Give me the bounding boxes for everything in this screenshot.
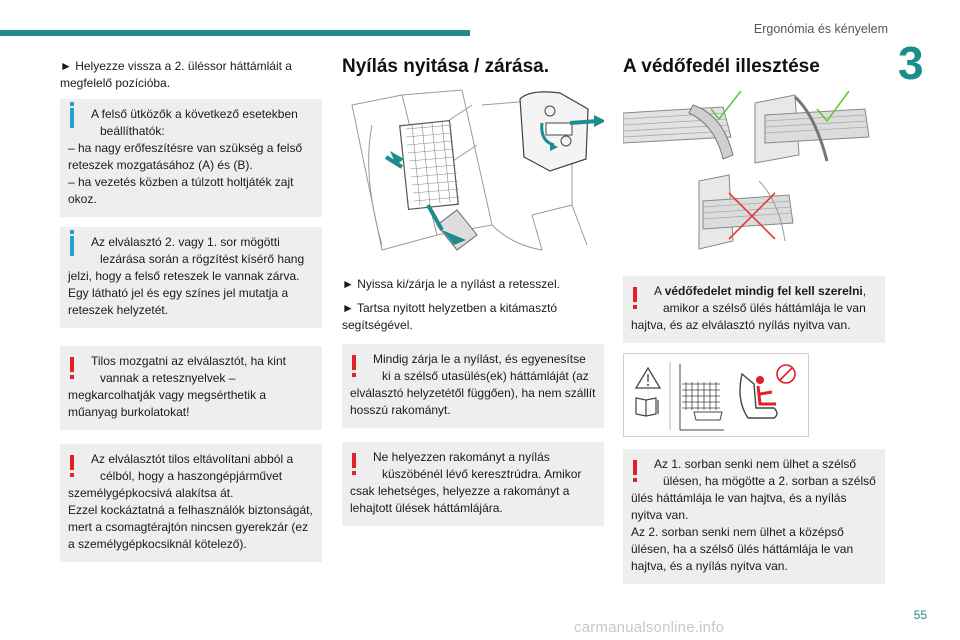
info-box-stops: A felső ütközők a következő esetekben beállíthatók: – ha nagy erőfeszítésre van szükség a felső reteszek mozgatásához (A) és (B). – ha vezetés közben a túlzott holtjáték zajt okoz. — [60, 99, 322, 217]
warning-box-crossbar: Ne helyezzen rakományt a nyílás küszöbénél lévő keresztrúdra. Amikor csak lehetséges, helyezze a rakományt a lehajtott ülések háttámlájára. — [342, 442, 604, 526]
warning-icon — [633, 460, 637, 475]
watermark-link[interactable]: carmanualsonline.info — [574, 619, 725, 636]
no-passenger-icon — [740, 365, 795, 418]
warning-box-close-hatch: Mindig zárja le a nyílást, és egyenesítse ki a szélső utasülés(ek) háttámláját (az elválasztó helyzetétől függően), ha nem szállít hosszú rakományt. — [342, 344, 604, 428]
cover-correct-2 — [755, 91, 869, 163]
cover-fitting-illustration — [623, 85, 885, 262]
info-box-locking: Az elválasztó 2. vagy 1. sor mögötti lezárása során a rögzítést kísérő hang jelzi, hogy a felső reteszek le vannak zárva. Egy látható jel és egy színes jel mutatja a reteszek helyzetét. — [60, 227, 322, 328]
cover-correct-1 — [623, 91, 741, 159]
warning-icon — [352, 453, 356, 468]
chapter-number: 3 — [898, 37, 924, 89]
page-number: 55 — [913, 608, 927, 622]
warning-icon — [352, 355, 356, 370]
column-middle — [342, 58, 604, 536]
info-text-line: – ha vezetés közben a túlzott holtjáték zajt okoz. — [68, 175, 294, 206]
info-text-line: – ha nagy erőfeszítésre van szükség a felső reteszek mozgatásához (A) és (B). — [68, 141, 303, 172]
cover-incorrect — [699, 175, 793, 249]
warning-box-occupancy: Az 1. sorban senki nem ülhet a szélső ülésen, ha mögötte a 2. sorban a szélső ülés háttámlája le van hajtva, és a nyílás nyitva van. Az 2. sorban senki nem ülhet a középső ülésen, ha a szélső ülés háttámlája le van hajtva, és a nyílás nyitva van. — [623, 449, 885, 584]
section-title-hatch: Nyílás nyitása / zárása. — [342, 56, 550, 77]
warning-box-cover-mandatory: A védőfedelet mindig fel kell szerelni, amikor a szélső ülés háttámlája le van hajtva, és az elválasztó nyílás nyitva van. — [623, 276, 885, 343]
step-hold-open: ► Tartsa nyitott helyzetben a kitámasztó segítségével. — [342, 301, 558, 332]
section-title-cover: A védőfedél illesztése — [623, 56, 820, 77]
warning-icon — [70, 357, 74, 372]
page-header-title: Ergonómia és kényelem — [753, 22, 888, 36]
seat-fold-icon — [680, 364, 724, 430]
info-icon — [70, 108, 74, 128]
cover-diagram-icon — [623, 85, 885, 257]
step-restore-backrests: ► Helyezze vissza a 2. üléssor háttámláit a megfelelő pozícióba. — [60, 59, 292, 90]
info-icon — [70, 236, 74, 256]
warning-box-move: Tilos mozgatni az elválasztót, ha kint vannak a retesznyelvek – megkarcolhatják vagy megsérthetik a műanyag burkolatokat! — [60, 346, 322, 430]
emphasis-cover-required: védőfedelet mindig fel kell szerelni — [664, 284, 863, 298]
hatch-illustration — [342, 85, 604, 262]
column-right — [623, 58, 885, 594]
warning-box-remove: Az elválasztót tilos eltávolítani abból a célból, hogy a haszongépjárművet személygépkocsivá alakítsa át. Ezzel kockáztatná a felhasználók biztonságát, mert a csomagtérajtón nincsen gyerekzár (ez a személygépkocsiknál kötelező). — [60, 444, 322, 562]
hatch-diagram-icon — [342, 85, 604, 257]
safety-pictogram — [623, 353, 809, 437]
step-open-close-hatch: ► Nyissa ki/zárja le a nyílást a retesszel. — [342, 277, 560, 291]
warning-icon — [70, 455, 74, 470]
manual-book-icon — [636, 398, 658, 416]
column-left — [60, 58, 322, 572]
header-accent-bar — [0, 30, 470, 36]
warning-icon — [633, 287, 637, 302]
